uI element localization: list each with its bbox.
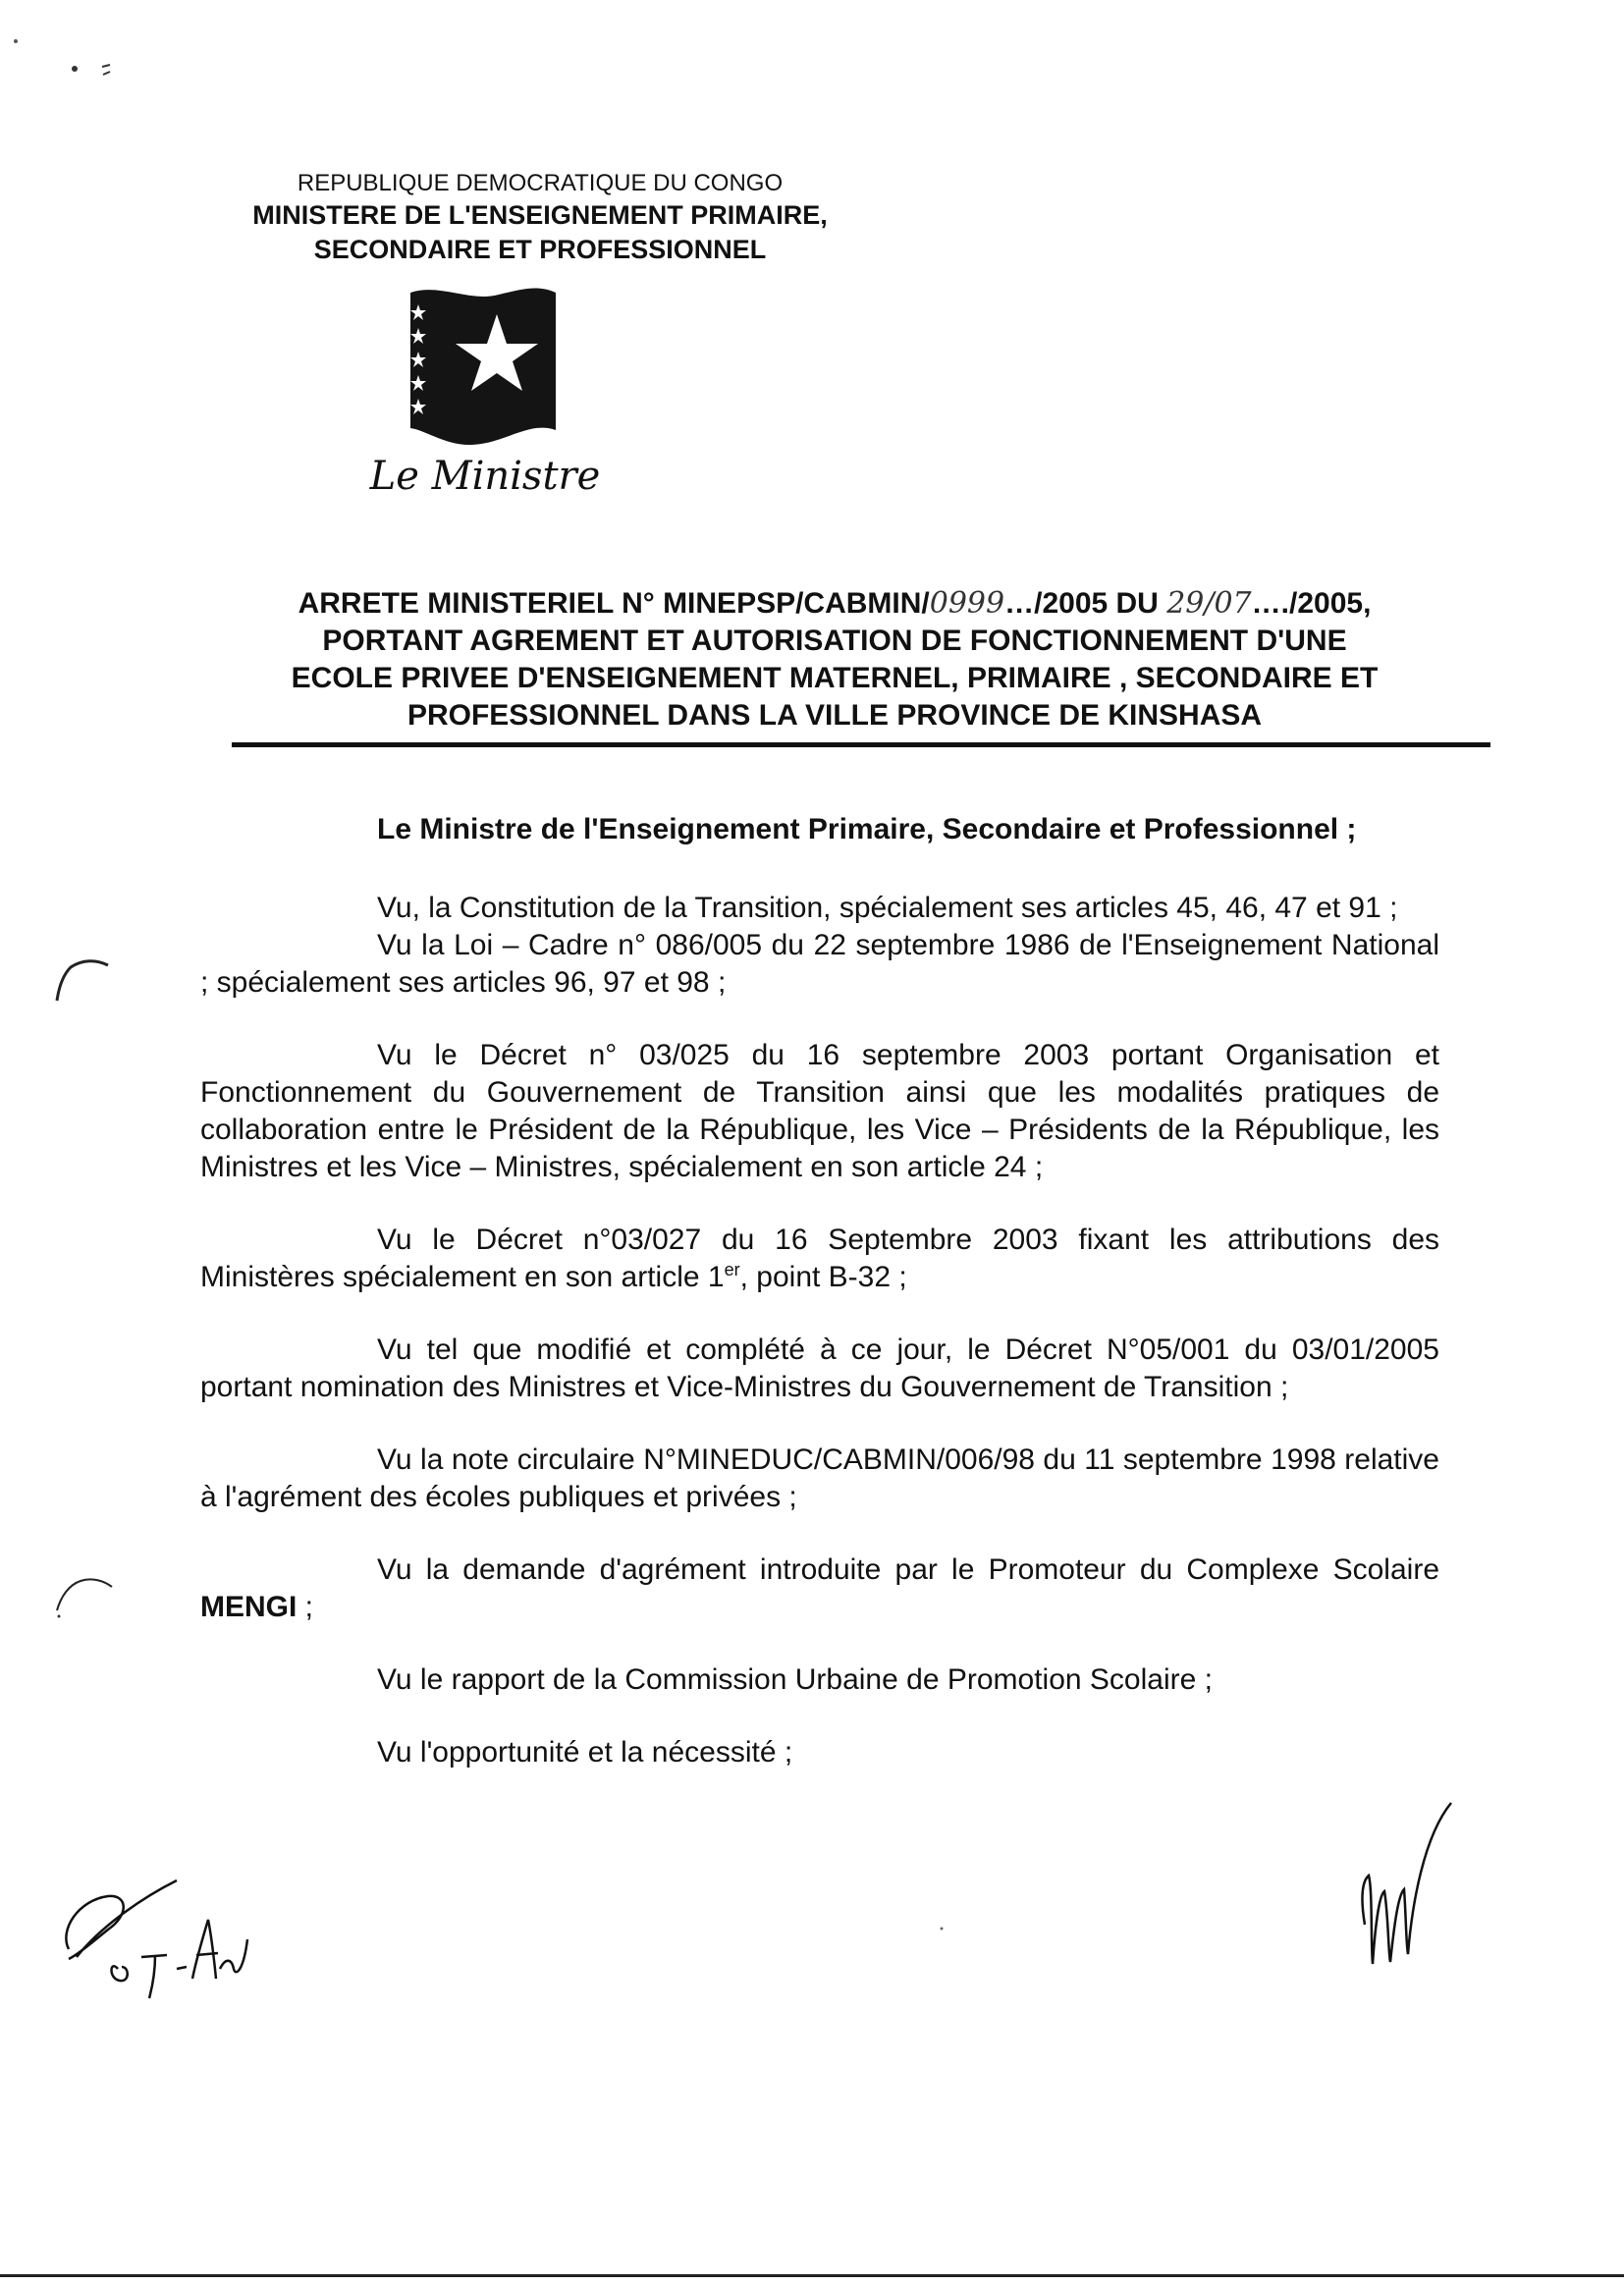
scan-speck-bottom <box>938 1925 947 1934</box>
decree-title-line2: PORTANT AGREMENT ET AUTORISATION DE FONCTIONNEMENT D'UNE <box>322 625 1347 657</box>
republic-name: REPUBLIQUE DEMOCRATIQUE DU CONGO <box>297 170 784 196</box>
preamble-minister: Le Ministre de l'Enseignement Primaire, Secondaire et Professionnel ; <box>377 813 1357 845</box>
decree-date-year: …./2005, <box>1251 587 1372 620</box>
considerant-constitution: Vu, la Constitution de la Transition, spécialement ses articles 45, 46, 47 et 91 ; <box>377 892 1398 924</box>
decree-title-line4: PROFESSIONNEL DANS LA VILLE PROVINCE DE KINSHASA <box>406 699 1263 732</box>
considerant-decret-03-027 <box>200 1222 1439 1296</box>
title-divider <box>232 742 1490 747</box>
decret-03-027-sup: er <box>724 1260 740 1279</box>
decree-date-handwritten: 29/07 <box>1166 586 1252 621</box>
minister-signature-title: Le Ministre <box>369 454 601 499</box>
flag-emblem-icon <box>410 283 568 460</box>
margin-mark-2 <box>51 1571 120 1620</box>
considerant-note-circulaire: Vu la note circulaire N°MINEDUC/CABMIN/006/98 du 11 septembre 1998 relative à l'agrément des écoles publiques et privées ; <box>200 1443 1439 1513</box>
decree-body <box>200 811 1439 1807</box>
school-name: MENGI <box>200 1591 298 1623</box>
demande-end: ; <box>297 1591 314 1623</box>
handwritten-initials <box>39 1861 285 2008</box>
page-bottom-edge <box>0 2274 1624 2277</box>
decree-ref-year: …/2005 DU <box>1004 587 1167 620</box>
considerant-opportunite: Vu l'opportunité et la nécessité ; <box>377 1736 793 1769</box>
decree-ref-prefix: ARRETE MINISTERIEL N° MINEPSP/CABMIN/ <box>298 587 930 620</box>
decret-03-027-text: Vu le Décret n°03/027 du 16 Septembre 2003 fixant les attributions des Ministères spécialement en son article 1 <box>200 1224 1439 1293</box>
scan-specks <box>0 20 137 79</box>
considerant-rapport-commission: Vu le rapport de la Commission Urbaine de Promotion Scolaire ; <box>377 1663 1213 1696</box>
ministry-name-line2: SECONDAIRE ET PROFESSIONNEL <box>313 235 767 264</box>
considerant-loi-cadre: Vu la Loi – Cadre n° 086/005 du 22 septembre 1986 de l'Enseignement National ; spécialement ses articles 96, 97 et 98 ; <box>200 929 1439 999</box>
decree-number-handwritten: 0999 <box>929 586 1005 621</box>
decree-title-line1 <box>187 585 1483 623</box>
considerant-demande-agrement <box>200 1551 1439 1626</box>
demande-text: Vu la demande d'agrément introduite par le Promoteur du Complexe Scolaire <box>377 1553 1439 1586</box>
decree-title <box>187 585 1483 735</box>
considerant-decret-05-001: Vu tel que modifié et complété à ce jour, le Décret N°05/001 du 03/01/2005 portant nomination des Ministres et Vice-Ministres du Gouvernement de Transition ; <box>200 1334 1439 1403</box>
margin-mark-1 <box>49 957 118 1007</box>
decret-03-027-point: , point B-32 ; <box>739 1261 907 1293</box>
ministry-name-line1: MINISTERE DE L'ENSEIGNEMENT PRIMAIRE, <box>252 200 828 230</box>
considerant-decret-03-025: Vu le Décret n° 03/025 du 16 septembre 2003 portant Organisation et Fonctionnement du Gouvernement de Transition ainsi que les modalités pratiques de collaboration entre le Président de la République, les Vice – Présidents de la République, les Ministres et les Vice – Ministres, spécialement en son article 24 ; <box>200 1039 1439 1183</box>
letterhead <box>196 169 884 267</box>
handwritten-paraph <box>1345 1797 1463 1974</box>
decree-title-line3: ECOLE PRIVEE D'ENSEIGNEMENT MATERNEL, PRIMAIRE , SECONDAIRE ET <box>291 662 1379 694</box>
